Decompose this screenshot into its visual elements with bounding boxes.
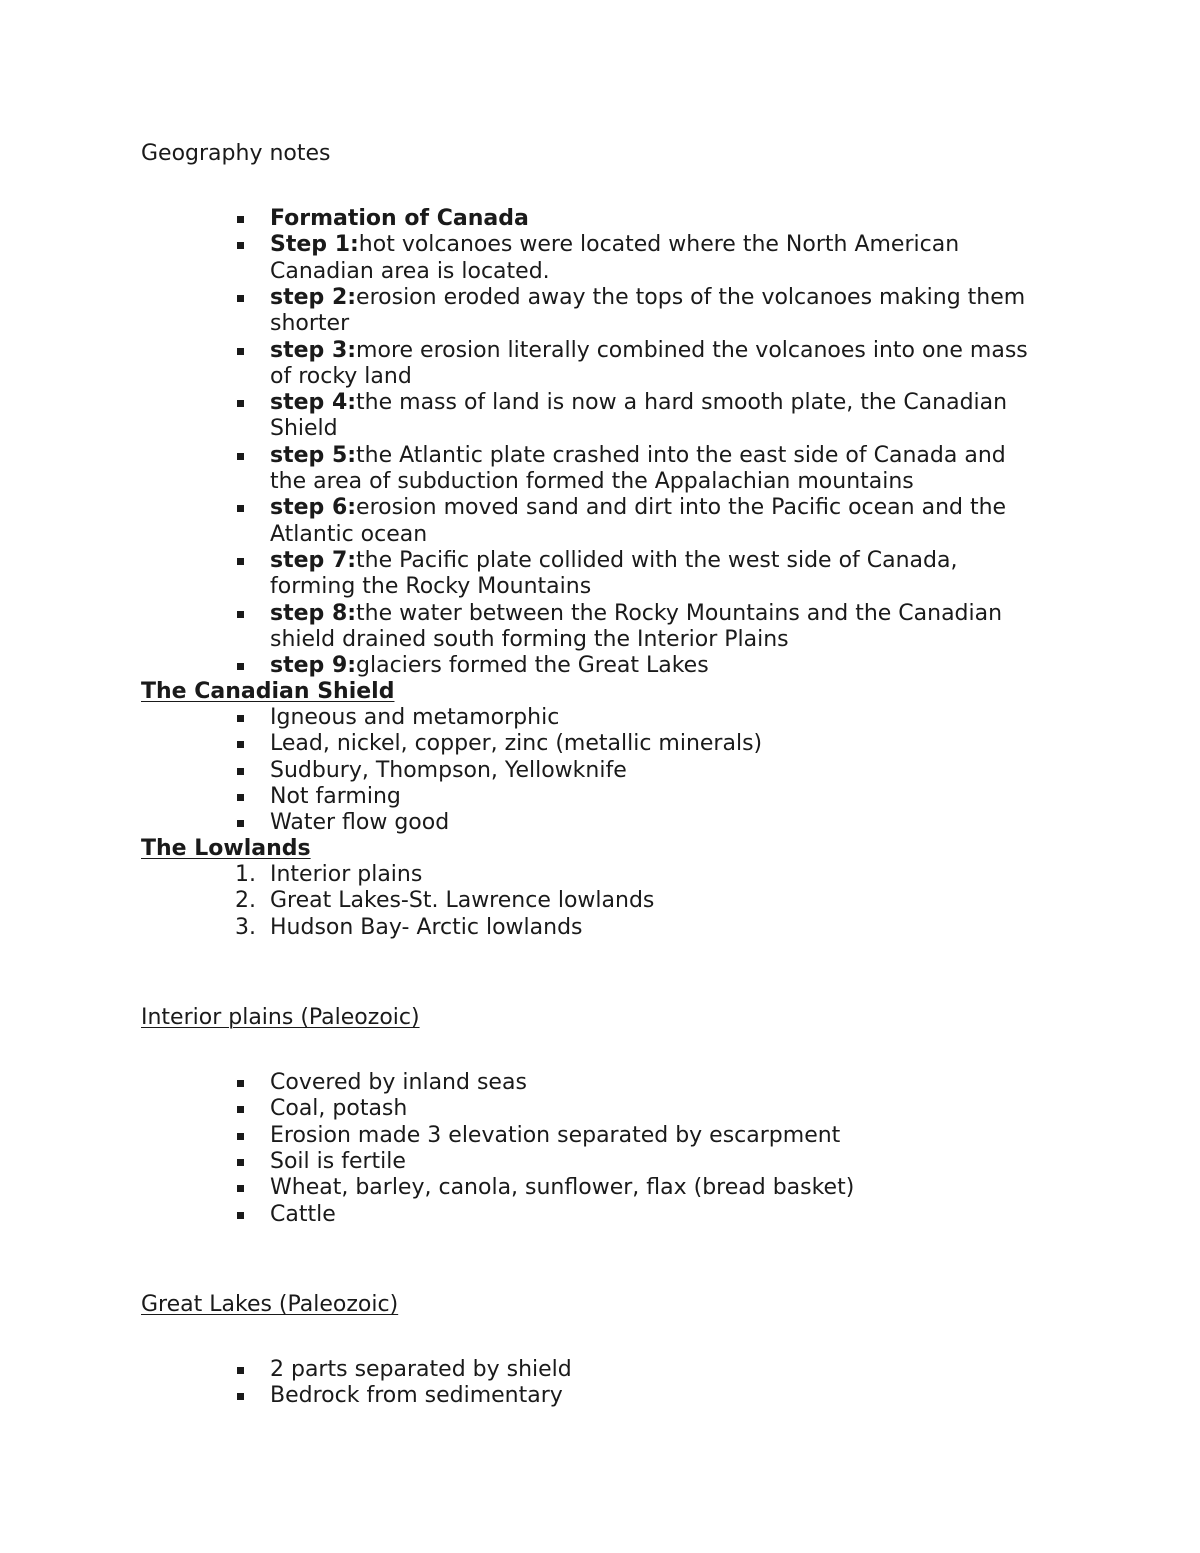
step-text-continuation: Canadian area is located. — [270, 258, 550, 284]
step-text-continuation: Atlantic ocean — [270, 521, 428, 547]
step-text: the water between the Rocky Mountains and the Canadian — [356, 600, 1003, 626]
step-text: erosion moved sand and dirt into the Pacific ocean and the — [356, 495, 1007, 521]
bullet-icon — [237, 295, 244, 302]
interior-plains-list-item: Soil is fertile — [270, 1148, 406, 1174]
bullet-icon — [237, 820, 244, 827]
step-text-continuation: forming the Rocky Mountains — [270, 574, 592, 600]
interior-plains-list-item: Cattle — [270, 1201, 336, 1227]
bullet-icon — [237, 216, 244, 223]
great-lakes-list-item: Bedrock from sedimentary — [270, 1383, 563, 1409]
bullet-icon — [237, 558, 244, 565]
shield-list-item: Lead, nickel, copper, zinc (metallic minerals) — [270, 731, 763, 757]
bullet-icon — [237, 400, 244, 407]
step-label: step 2: — [270, 284, 357, 310]
formation-item — [270, 206, 529, 232]
bullet-icon — [237, 1080, 244, 1087]
formation-item — [270, 390, 1007, 416]
lowlands-heading: The Lowlands — [141, 836, 311, 861]
step-text: more erosion literally combined the volcanoes into one mass — [356, 337, 1028, 363]
list-number: 1. — [235, 862, 256, 887]
formation-item — [270, 601, 1002, 627]
bullet-icon — [237, 348, 244, 355]
great-lakes-list-item: 2 parts separated by shield — [270, 1357, 572, 1382]
interior-plains-list-item: Wheat, barley, canola, sunflower, flax (bread basket) — [270, 1175, 855, 1201]
step-text: the Pacific plate collided with the west side of Canada, — [356, 547, 958, 573]
shield-list-item: Sudbury, Thompson, Yellowknife — [270, 757, 627, 783]
great-lakes-heading: Great Lakes (Paleozoic) — [141, 1292, 399, 1317]
bullet-icon — [237, 1133, 244, 1140]
formation-item — [270, 285, 1025, 311]
lowlands-list-item: Hudson Bay- Arctic lowlands — [270, 914, 583, 940]
bullet-icon — [237, 611, 244, 618]
step-label: step 8: — [270, 600, 357, 626]
lowlands-list-item: Great Lakes-St. Lawrence lowlands — [270, 888, 655, 914]
bullet-icon — [237, 768, 244, 775]
bullet-icon — [237, 1159, 244, 1166]
lowlands-list-item: Interior plains — [270, 862, 423, 887]
document-title: Geography notes — [141, 141, 331, 166]
formation-item — [270, 443, 1006, 469]
bullet-icon — [237, 741, 244, 748]
step-text-continuation: Shield — [270, 416, 338, 442]
bullet-icon — [237, 1106, 244, 1113]
list-number: 3. — [235, 914, 256, 940]
step-label: Step 1: — [270, 232, 359, 258]
bullet-icon — [237, 453, 244, 460]
step-text-continuation: of rocky land — [270, 363, 412, 389]
interior-plains-list-item: Erosion made 3 elevation separated by escarpment — [270, 1122, 841, 1148]
step-label: step 7: — [270, 547, 357, 573]
step-label: step 5: — [270, 442, 357, 468]
bullet-icon — [237, 1367, 244, 1374]
step-label: step 3: — [270, 337, 357, 363]
step-text-continuation: the area of subduction formed the Appalachian mountains — [270, 469, 914, 494]
formation-item — [270, 232, 959, 258]
formation-item — [270, 495, 1006, 521]
step-text-continuation: shorter — [270, 311, 350, 337]
step-label: step 4: — [270, 390, 357, 416]
formation-item — [270, 548, 957, 574]
shield-list-item: Water flow good — [270, 810, 450, 836]
formation-item — [270, 653, 709, 679]
step-text: hot volcanoes were located where the North American — [358, 232, 960, 258]
bullet-icon — [237, 1393, 244, 1400]
step-text: the mass of land is now a hard smooth plate, the Canadian — [356, 390, 1008, 416]
bullet-icon — [237, 1185, 244, 1192]
interior-plains-list-item: Covered by inland seas — [270, 1070, 527, 1095]
shield-list-item: Igneous and metamorphic — [270, 705, 560, 730]
step-text-continuation: shield drained south forming the Interior Plains — [270, 626, 789, 652]
bullet-icon — [237, 1212, 244, 1219]
interior-plains-heading: Interior plains (Paleozoic) — [141, 1005, 420, 1030]
bullet-icon — [237, 715, 244, 722]
step-text: erosion eroded away the tops of the volcanoes making them — [356, 284, 1026, 310]
bullet-icon — [237, 794, 244, 801]
step-label: step 9: — [270, 653, 357, 679]
step-text: glaciers formed the Great Lakes — [356, 653, 709, 679]
step-label: Formation of Canada — [270, 206, 529, 231]
bullet-icon — [237, 242, 244, 249]
list-number: 2. — [235, 888, 256, 914]
step-text: the Atlantic plate crashed into the east side of Canada and — [356, 442, 1006, 468]
bullet-icon — [237, 505, 244, 512]
canadian-shield-heading: The Canadian Shield — [141, 679, 395, 704]
bullet-icon — [237, 663, 244, 670]
shield-list-item: Not farming — [270, 783, 401, 809]
step-label: step 6: — [270, 495, 357, 521]
formation-item — [270, 338, 1028, 364]
interior-plains-list-item: Coal, potash — [270, 1096, 408, 1122]
